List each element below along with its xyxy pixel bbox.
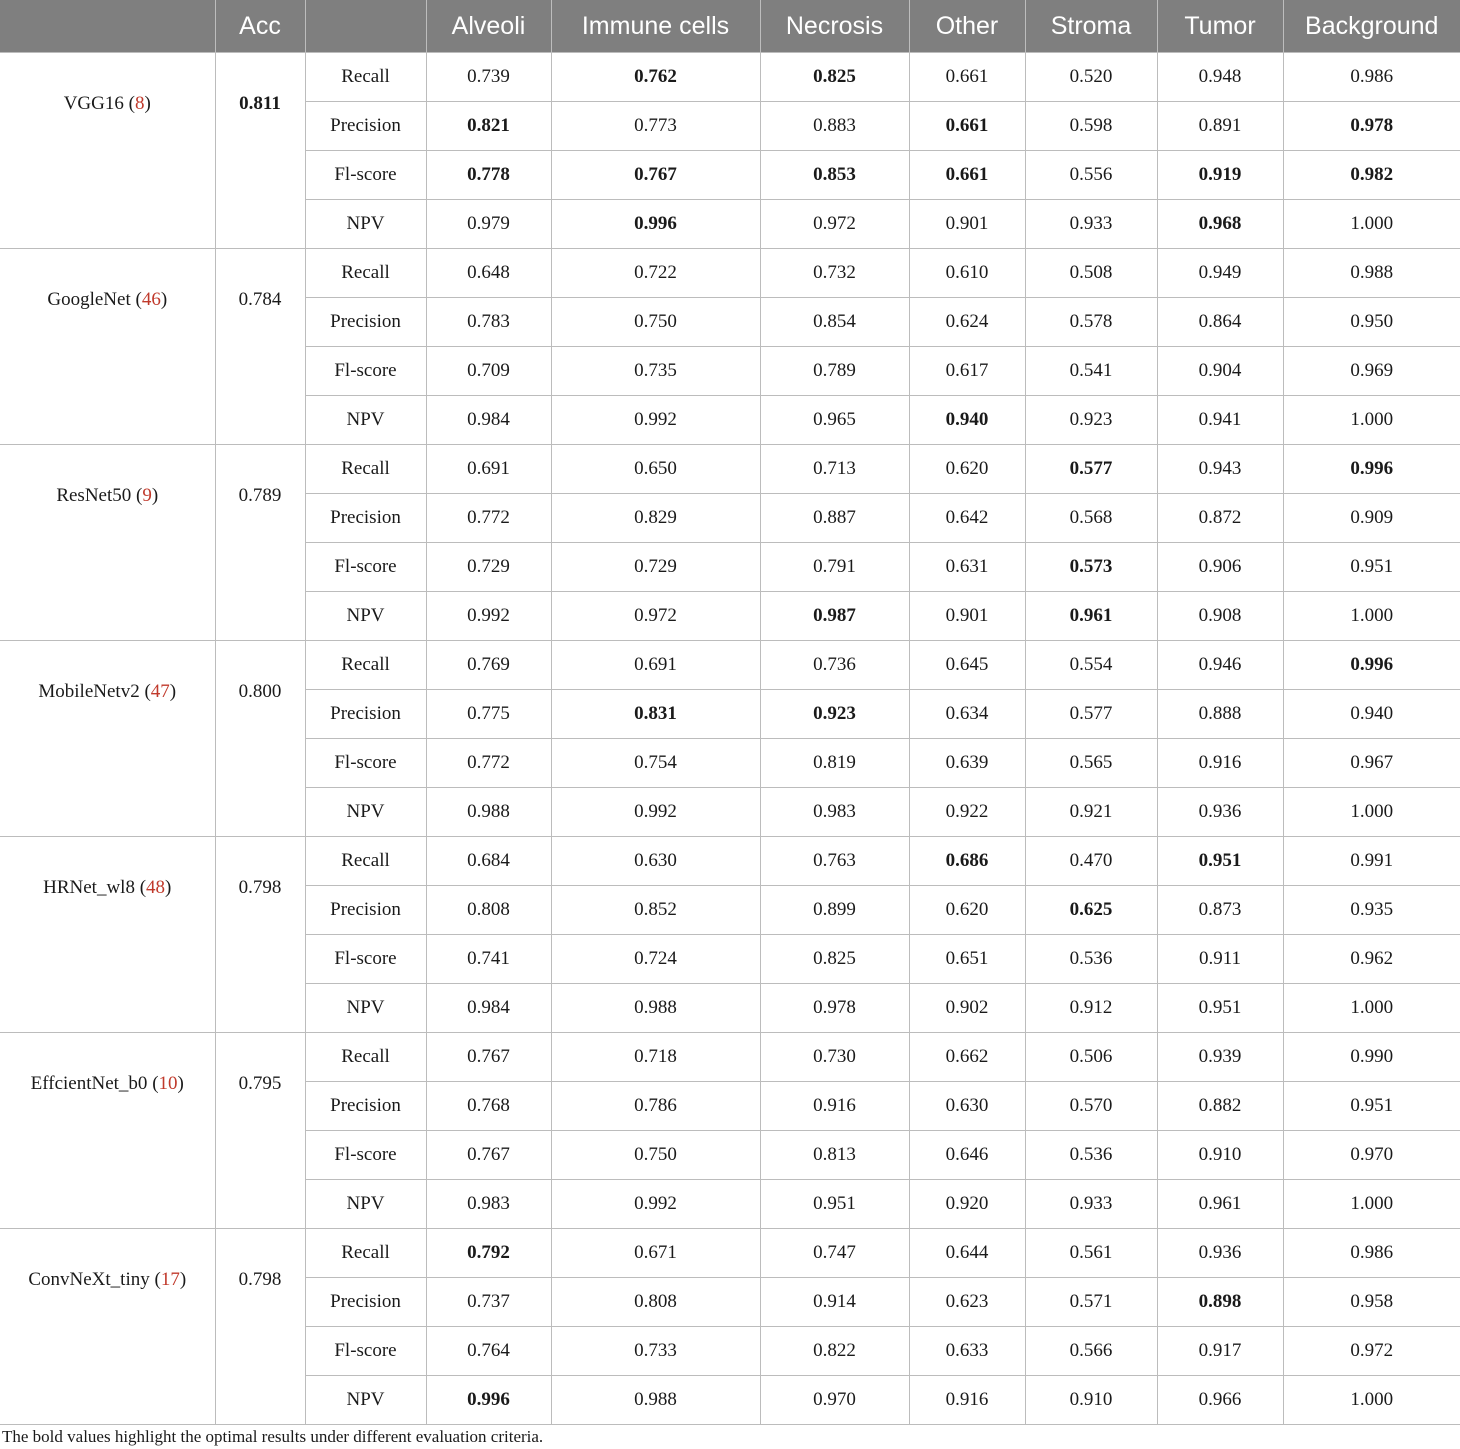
- value-cell: 0.722: [551, 249, 760, 298]
- value-cell: 0.662: [909, 1033, 1025, 1082]
- value-cell: 0.754: [551, 739, 760, 788]
- value-cell: 0.642: [909, 494, 1025, 543]
- value-cell: 0.923: [1025, 396, 1157, 445]
- value-cell: 0.951: [1157, 984, 1283, 1033]
- value-cell: 0.968: [1157, 200, 1283, 249]
- value-cell: 0.961: [1157, 1180, 1283, 1229]
- value-cell: 0.951: [1157, 837, 1283, 886]
- value-cell: 0.951: [1283, 1082, 1460, 1131]
- metric-label: Precision: [305, 494, 426, 543]
- value-cell: 1.000: [1283, 984, 1460, 1033]
- value-cell: 0.983: [426, 1180, 551, 1229]
- ref-close-paren: ): [179, 1269, 187, 1290]
- column-header-2: [305, 0, 426, 53]
- value-cell: 0.951: [1283, 543, 1460, 592]
- metric-label: NPV: [305, 788, 426, 837]
- value-cell: 0.969: [1283, 347, 1460, 396]
- value-cell: 0.724: [551, 935, 760, 984]
- metric-label: Recall: [305, 641, 426, 690]
- value-cell: 0.873: [1157, 886, 1283, 935]
- metric-label: Fl-score: [305, 151, 426, 200]
- value-cell: 0.671: [551, 1229, 760, 1278]
- metric-label: Fl-score: [305, 543, 426, 592]
- table-row: [0, 641, 1460, 690]
- value-cell: 0.986: [1283, 1229, 1460, 1278]
- value-cell: 0.891: [1157, 102, 1283, 151]
- value-cell: 0.625: [1025, 886, 1157, 935]
- value-cell: 0.624: [909, 298, 1025, 347]
- model-name-cell: [0, 1033, 215, 1229]
- value-cell: 0.831: [551, 690, 760, 739]
- model-name-cell: [0, 837, 215, 1033]
- value-cell: 0.778: [426, 151, 551, 200]
- value-cell: 0.772: [426, 494, 551, 543]
- value-cell: 0.979: [426, 200, 551, 249]
- value-cell: 0.767: [551, 151, 760, 200]
- value-cell: 0.610: [909, 249, 1025, 298]
- metric-label: NPV: [305, 396, 426, 445]
- value-cell: 0.986: [1283, 53, 1460, 102]
- ref-close-paren: ): [160, 289, 168, 310]
- metric-label: Fl-score: [305, 1131, 426, 1180]
- value-cell: 0.901: [909, 592, 1025, 641]
- value-cell: 0.988: [426, 788, 551, 837]
- value-cell: 0.566: [1025, 1327, 1157, 1376]
- value-cell: 0.852: [551, 886, 760, 935]
- value-cell: 0.992: [551, 1180, 760, 1229]
- value-cell: 0.888: [1157, 690, 1283, 739]
- value-cell: 0.936: [1157, 788, 1283, 837]
- metric-label: Fl-score: [305, 347, 426, 396]
- value-cell: 0.914: [760, 1278, 909, 1327]
- value-cell: 0.906: [1157, 543, 1283, 592]
- value-cell: 0.644: [909, 1229, 1025, 1278]
- table-row: [0, 1229, 1460, 1278]
- value-cell: 0.620: [909, 445, 1025, 494]
- value-cell: 0.767: [426, 1033, 551, 1082]
- model-name-cell: [0, 53, 215, 249]
- table-row: [0, 53, 1460, 102]
- metric-label: NPV: [305, 592, 426, 641]
- value-cell: 0.520: [1025, 53, 1157, 102]
- model-name: VGG16: [63, 93, 124, 114]
- value-cell: 0.996: [551, 200, 760, 249]
- value-cell: 0.916: [1157, 739, 1283, 788]
- model-name: ResNet50: [56, 485, 132, 506]
- value-cell: 0.565: [1025, 739, 1157, 788]
- value-cell: 0.578: [1025, 298, 1157, 347]
- value-cell: 0.920: [909, 1180, 1025, 1229]
- model-name: ConvNeXt_tiny: [28, 1269, 150, 1290]
- value-cell: 0.768: [426, 1082, 551, 1131]
- value-cell: 0.899: [760, 886, 909, 935]
- table-row: [0, 445, 1460, 494]
- value-cell: 0.718: [551, 1033, 760, 1082]
- value-cell: 0.970: [1283, 1131, 1460, 1180]
- ref-open-paren: (: [131, 485, 143, 506]
- value-cell: 0.769: [426, 641, 551, 690]
- column-header-8: Tumor: [1157, 0, 1283, 53]
- metric-label: NPV: [305, 1180, 426, 1229]
- value-cell: 0.556: [1025, 151, 1157, 200]
- column-header-9: Background: [1283, 0, 1460, 53]
- metric-label: Recall: [305, 1229, 426, 1278]
- value-cell: 0.730: [760, 1033, 909, 1082]
- value-cell: 0.901: [909, 200, 1025, 249]
- value-cell: 0.630: [551, 837, 760, 886]
- value-cell: 0.917: [1157, 1327, 1283, 1376]
- metric-label: Recall: [305, 1033, 426, 1082]
- value-cell: 0.577: [1025, 690, 1157, 739]
- accuracy-cell: 0.795: [215, 1033, 305, 1229]
- value-cell: 0.911: [1157, 935, 1283, 984]
- value-cell: 0.735: [551, 347, 760, 396]
- metric-label: Fl-score: [305, 739, 426, 788]
- value-cell: 1.000: [1283, 1180, 1460, 1229]
- value-cell: 0.933: [1025, 1180, 1157, 1229]
- citation-link[interactable]: 10: [158, 1073, 178, 1094]
- model-name-cell: [0, 1229, 215, 1425]
- value-cell: 0.561: [1025, 1229, 1157, 1278]
- column-header-7: Stroma: [1025, 0, 1157, 53]
- value-cell: 0.733: [551, 1327, 760, 1376]
- value-cell: 0.936: [1157, 1229, 1283, 1278]
- value-cell: 0.916: [909, 1376, 1025, 1425]
- value-cell: 0.620: [909, 886, 1025, 935]
- header-row: [0, 0, 1460, 53]
- column-header-6: Other: [909, 0, 1025, 53]
- ref-open-paren: (: [149, 1269, 161, 1290]
- value-cell: 0.741: [426, 935, 551, 984]
- value-cell: 0.992: [551, 788, 760, 837]
- value-cell: 0.822: [760, 1327, 909, 1376]
- metric-label: NPV: [305, 200, 426, 249]
- value-cell: 0.949: [1157, 249, 1283, 298]
- value-cell: 0.767: [426, 1131, 551, 1180]
- value-cell: 0.573: [1025, 543, 1157, 592]
- value-cell: 0.789: [760, 347, 909, 396]
- value-cell: 0.972: [1283, 1327, 1460, 1376]
- metric-label: NPV: [305, 984, 426, 1033]
- value-cell: 0.978: [760, 984, 909, 1033]
- model-name-cell: [0, 249, 215, 445]
- accuracy-cell: 0.784: [215, 249, 305, 445]
- ref-close-paren: ): [169, 681, 177, 702]
- value-cell: 0.887: [760, 494, 909, 543]
- metric-label: Recall: [305, 249, 426, 298]
- value-cell: 0.992: [551, 396, 760, 445]
- value-cell: 0.819: [760, 739, 909, 788]
- value-cell: 0.882: [1157, 1082, 1283, 1131]
- value-cell: 0.988: [551, 984, 760, 1033]
- value-cell: 0.737: [426, 1278, 551, 1327]
- table-body: [0, 53, 1460, 1425]
- value-cell: 0.883: [760, 102, 909, 151]
- value-cell: 0.965: [760, 396, 909, 445]
- value-cell: 0.921: [1025, 788, 1157, 837]
- value-cell: 0.686: [909, 837, 1025, 886]
- value-cell: 0.829: [551, 494, 760, 543]
- metric-label: Precision: [305, 298, 426, 347]
- value-cell: 0.732: [760, 249, 909, 298]
- metric-label: Precision: [305, 1082, 426, 1131]
- value-cell: 0.508: [1025, 249, 1157, 298]
- value-cell: 0.506: [1025, 1033, 1157, 1082]
- value-cell: 0.988: [1283, 249, 1460, 298]
- accuracy-cell: 0.798: [215, 837, 305, 1033]
- value-cell: 0.988: [551, 1376, 760, 1425]
- column-header-4: Immune cells: [551, 0, 760, 53]
- value-cell: 0.984: [426, 396, 551, 445]
- metric-label: Precision: [305, 886, 426, 935]
- value-cell: 0.910: [1157, 1131, 1283, 1180]
- citation-link[interactable]: 9: [142, 485, 152, 506]
- value-cell: 0.940: [1283, 690, 1460, 739]
- value-cell: 0.762: [551, 53, 760, 102]
- value-cell: 0.772: [426, 739, 551, 788]
- value-cell: 0.983: [760, 788, 909, 837]
- value-cell: 0.919: [1157, 151, 1283, 200]
- value-cell: 0.747: [760, 1229, 909, 1278]
- value-cell: 0.631: [909, 543, 1025, 592]
- value-cell: 0.943: [1157, 445, 1283, 494]
- value-cell: 0.661: [909, 151, 1025, 200]
- value-cell: 0.617: [909, 347, 1025, 396]
- column-header-5: Necrosis: [760, 0, 909, 53]
- model-name: MobileNetv2: [38, 681, 140, 702]
- value-cell: 0.902: [909, 984, 1025, 1033]
- value-cell: 0.736: [760, 641, 909, 690]
- value-cell: 0.908: [1157, 592, 1283, 641]
- value-cell: 0.571: [1025, 1278, 1157, 1327]
- value-cell: 0.982: [1283, 151, 1460, 200]
- value-cell: 0.825: [760, 53, 909, 102]
- value-cell: 0.984: [426, 984, 551, 1033]
- value-cell: 0.661: [909, 53, 1025, 102]
- ref-open-paren: (: [134, 877, 147, 898]
- value-cell: 0.972: [551, 592, 760, 641]
- value-cell: 0.996: [1283, 445, 1460, 494]
- value-cell: 0.554: [1025, 641, 1157, 690]
- value-cell: 1.000: [1283, 396, 1460, 445]
- metric-label: Recall: [305, 445, 426, 494]
- value-cell: 0.933: [1025, 200, 1157, 249]
- table-row: [0, 1033, 1460, 1082]
- value-cell: 0.898: [1157, 1278, 1283, 1327]
- value-cell: 0.568: [1025, 494, 1157, 543]
- citation-link[interactable]: 46: [141, 289, 161, 310]
- value-cell: 0.992: [426, 592, 551, 641]
- value-cell: 0.786: [551, 1082, 760, 1131]
- citation-link[interactable]: 48: [146, 877, 166, 898]
- value-cell: 0.729: [551, 543, 760, 592]
- metric-label: NPV: [305, 1376, 426, 1425]
- value-cell: 0.967: [1283, 739, 1460, 788]
- value-cell: 0.792: [426, 1229, 551, 1278]
- table-footnote: The bold values highlight the optimal results under different evaluation criteria.: [2, 1427, 544, 1446]
- value-cell: 0.648: [426, 249, 551, 298]
- value-cell: 0.709: [426, 347, 551, 396]
- ref-open-paren: (: [139, 681, 151, 702]
- value-cell: 0.972: [760, 200, 909, 249]
- accuracy-cell: 0.798: [215, 1229, 305, 1425]
- metric-label: Recall: [305, 53, 426, 102]
- value-cell: 0.904: [1157, 347, 1283, 396]
- value-cell: 0.821: [426, 102, 551, 151]
- value-cell: 0.764: [426, 1327, 551, 1376]
- value-cell: 0.962: [1283, 935, 1460, 984]
- value-cell: 0.864: [1157, 298, 1283, 347]
- value-cell: 0.950: [1283, 298, 1460, 347]
- accuracy-cell: 0.789: [215, 445, 305, 641]
- ref-open-paren: (: [147, 1073, 159, 1094]
- value-cell: 0.634: [909, 690, 1025, 739]
- value-cell: 0.713: [760, 445, 909, 494]
- value-cell: 0.912: [1025, 984, 1157, 1033]
- value-cell: 0.853: [760, 151, 909, 200]
- ref-close-paren: ): [165, 877, 172, 898]
- value-cell: 0.684: [426, 837, 551, 886]
- metric-label: Fl-score: [305, 1327, 426, 1376]
- value-cell: 0.783: [426, 298, 551, 347]
- value-cell: 0.598: [1025, 102, 1157, 151]
- value-cell: 0.872: [1157, 494, 1283, 543]
- value-cell: 0.773: [551, 102, 760, 151]
- value-cell: 0.991: [1283, 837, 1460, 886]
- citation-link[interactable]: 47: [150, 681, 170, 702]
- value-cell: 0.916: [760, 1082, 909, 1131]
- value-cell: 0.996: [1283, 641, 1460, 690]
- metric-label: Fl-score: [305, 935, 426, 984]
- value-cell: 0.813: [760, 1131, 909, 1180]
- value-cell: 0.940: [909, 396, 1025, 445]
- value-cell: 0.650: [551, 445, 760, 494]
- value-cell: 0.996: [426, 1376, 551, 1425]
- value-cell: 0.536: [1025, 935, 1157, 984]
- value-cell: 0.577: [1025, 445, 1157, 494]
- value-cell: 0.910: [1025, 1376, 1157, 1425]
- value-cell: 1.000: [1283, 200, 1460, 249]
- value-cell: 0.750: [551, 1131, 760, 1180]
- value-cell: 0.854: [760, 298, 909, 347]
- citation-link[interactable]: 17: [160, 1269, 180, 1290]
- citation-link[interactable]: 8: [134, 93, 145, 114]
- accuracy-cell: 0.811: [215, 53, 305, 249]
- value-cell: 0.645: [909, 641, 1025, 690]
- value-cell: 0.791: [760, 543, 909, 592]
- value-cell: 0.651: [909, 935, 1025, 984]
- value-cell: 0.923: [760, 690, 909, 739]
- value-cell: 0.941: [1157, 396, 1283, 445]
- value-cell: 0.808: [426, 886, 551, 935]
- ref-close-paren: ): [144, 93, 151, 114]
- model-name: HRNet_wl8: [43, 877, 135, 898]
- value-cell: 0.570: [1025, 1082, 1157, 1131]
- value-cell: 0.750: [551, 298, 760, 347]
- value-cell: 0.639: [909, 739, 1025, 788]
- value-cell: 0.470: [1025, 837, 1157, 886]
- table-row: [0, 249, 1460, 298]
- column-header-1: Acc: [215, 0, 305, 53]
- value-cell: 0.630: [909, 1082, 1025, 1131]
- value-cell: 0.935: [1283, 886, 1460, 935]
- value-cell: 1.000: [1283, 1376, 1460, 1425]
- value-cell: 0.633: [909, 1327, 1025, 1376]
- value-cell: 0.946: [1157, 641, 1283, 690]
- ref-open-paren: (: [130, 289, 142, 310]
- value-cell: 1.000: [1283, 788, 1460, 837]
- value-cell: 0.990: [1283, 1033, 1460, 1082]
- metric-label: Precision: [305, 690, 426, 739]
- value-cell: 1.000: [1283, 592, 1460, 641]
- model-name-cell: [0, 641, 215, 837]
- metric-label: Recall: [305, 837, 426, 886]
- model-name: GoogleNet: [47, 289, 131, 310]
- ref-close-paren: ): [177, 1073, 184, 1094]
- value-cell: 0.978: [1283, 102, 1460, 151]
- accuracy-cell: 0.800: [215, 641, 305, 837]
- column-header-0: [0, 0, 215, 53]
- value-cell: 0.970: [760, 1376, 909, 1425]
- value-cell: 0.939: [1157, 1033, 1283, 1082]
- value-cell: 0.729: [426, 543, 551, 592]
- value-cell: 0.948: [1157, 53, 1283, 102]
- ref-open-paren: (: [123, 93, 135, 114]
- value-cell: 0.951: [760, 1180, 909, 1229]
- value-cell: 0.909: [1283, 494, 1460, 543]
- value-cell: 0.536: [1025, 1131, 1157, 1180]
- value-cell: 0.541: [1025, 347, 1157, 396]
- value-cell: 0.775: [426, 690, 551, 739]
- metric-label: Precision: [305, 1278, 426, 1327]
- value-cell: 0.808: [551, 1278, 760, 1327]
- value-cell: 0.961: [1025, 592, 1157, 641]
- value-cell: 0.922: [909, 788, 1025, 837]
- value-cell: 0.825: [760, 935, 909, 984]
- column-header-3: Alveoli: [426, 0, 551, 53]
- value-cell: 0.987: [760, 592, 909, 641]
- value-cell: 0.646: [909, 1131, 1025, 1180]
- metric-label: Precision: [305, 102, 426, 151]
- value-cell: 0.623: [909, 1278, 1025, 1327]
- value-cell: 0.966: [1157, 1376, 1283, 1425]
- ref-close-paren: ): [151, 485, 159, 506]
- value-cell: 0.661: [909, 102, 1025, 151]
- value-cell: 0.691: [551, 641, 760, 690]
- value-cell: 0.739: [426, 53, 551, 102]
- value-cell: 0.763: [760, 837, 909, 886]
- value-cell: 0.958: [1283, 1278, 1460, 1327]
- value-cell: 0.691: [426, 445, 551, 494]
- table-row: [0, 837, 1460, 886]
- model-name: EffcientNet_b0: [30, 1073, 148, 1094]
- model-name-cell: [0, 445, 215, 641]
